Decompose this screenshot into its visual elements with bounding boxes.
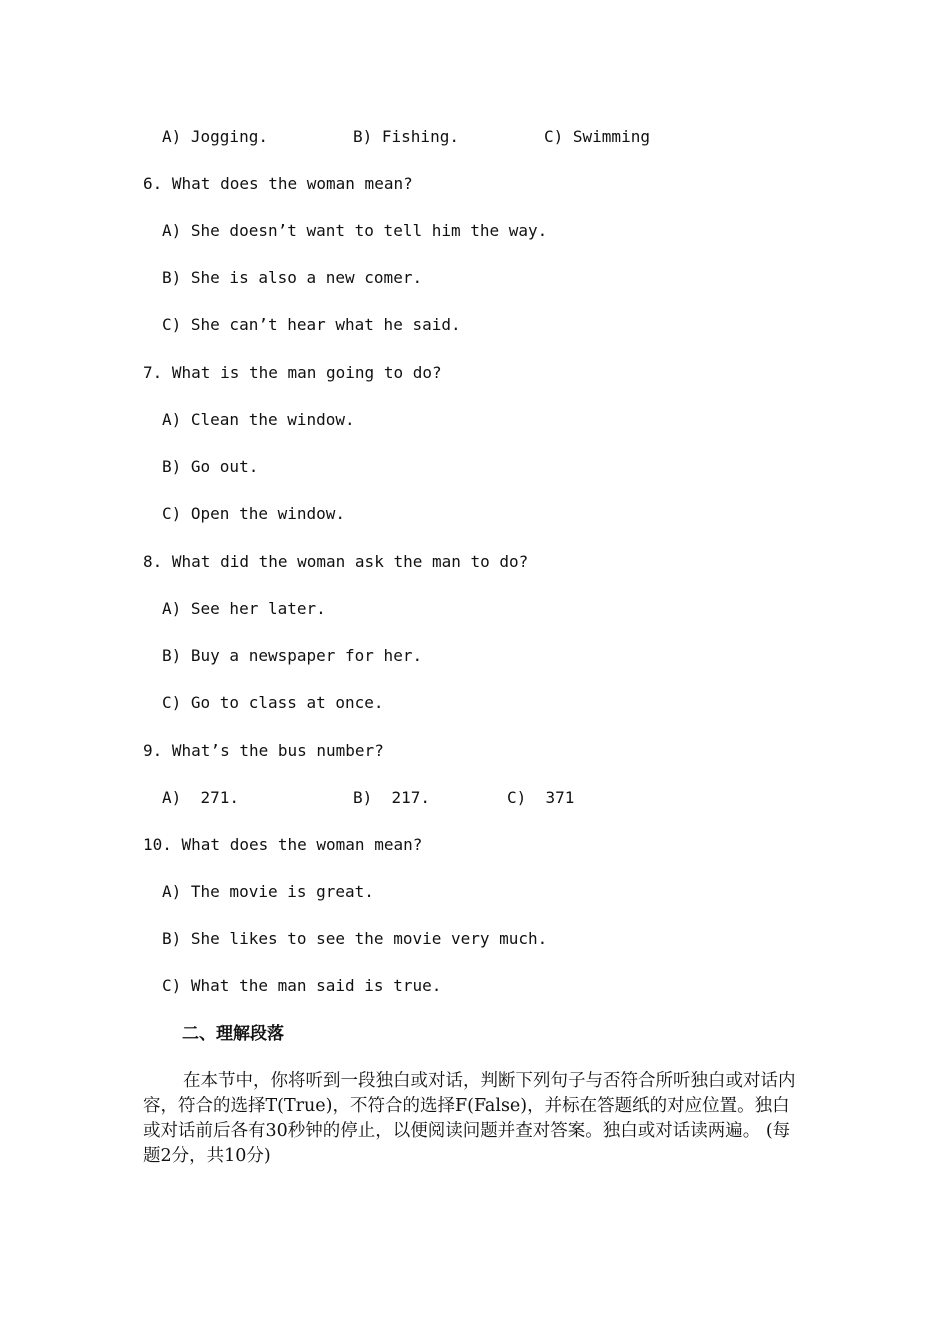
q6-option-b: B) She is also a new comer.	[162, 268, 423, 287]
section-instructions: 在本节中，你将听到一段独白或对话，判断下列句子与否符合所听独白或对话内容，符合的选择T(True)，不符合的选择F(False)，并标在答题纸的对应位置。独白或对话前后各有30秒钟的停止，以便阅读问题并查对答案。独白或对话读两遍。 (每题2分，共10分)	[143, 1071, 796, 1166]
q7-option-c: C) Open the window.	[162, 504, 346, 523]
q7-option-b: B) Go out.	[162, 457, 259, 476]
q9-question: 9. What’s the bus number?	[143, 741, 384, 760]
q10-option-a: A) The movie is great.	[162, 882, 374, 901]
q8-option-a: A) See her later.	[162, 599, 326, 618]
q8-option-b: B) Buy a newspaper for her.	[162, 646, 423, 665]
q7-option-a: A) Clean the window.	[162, 410, 355, 429]
q10-option-b: B) She likes to see the movie very much.	[162, 929, 548, 948]
q9-option-b: B) 217.	[353, 788, 431, 807]
q9-option-c: C) 371	[507, 788, 575, 807]
q8-option-c: C) Go to class at once.	[162, 693, 384, 712]
section-heading: 二、理解段落	[182, 1024, 284, 1044]
q8-question: 8. What did the woman ask the man to do?	[143, 552, 529, 571]
q5-option-c: C) Swimming	[544, 127, 650, 146]
q6-option-c: C) She can’t hear what he said.	[162, 315, 461, 334]
q5-option-a: A) Jogging.	[162, 127, 268, 146]
q6-option-a: A) She doesn’t want to tell him the way.	[162, 221, 548, 240]
q7-question: 7. What is the man going to do?	[143, 363, 442, 382]
q5-option-b: B) Fishing.	[353, 127, 459, 146]
q10-question: 10. What does the woman mean?	[143, 835, 423, 854]
q9-option-a: A) 271.	[162, 788, 240, 807]
q6-question: 6. What does the woman mean?	[143, 174, 413, 193]
q10-option-c: C) What the man said is true.	[162, 976, 442, 995]
